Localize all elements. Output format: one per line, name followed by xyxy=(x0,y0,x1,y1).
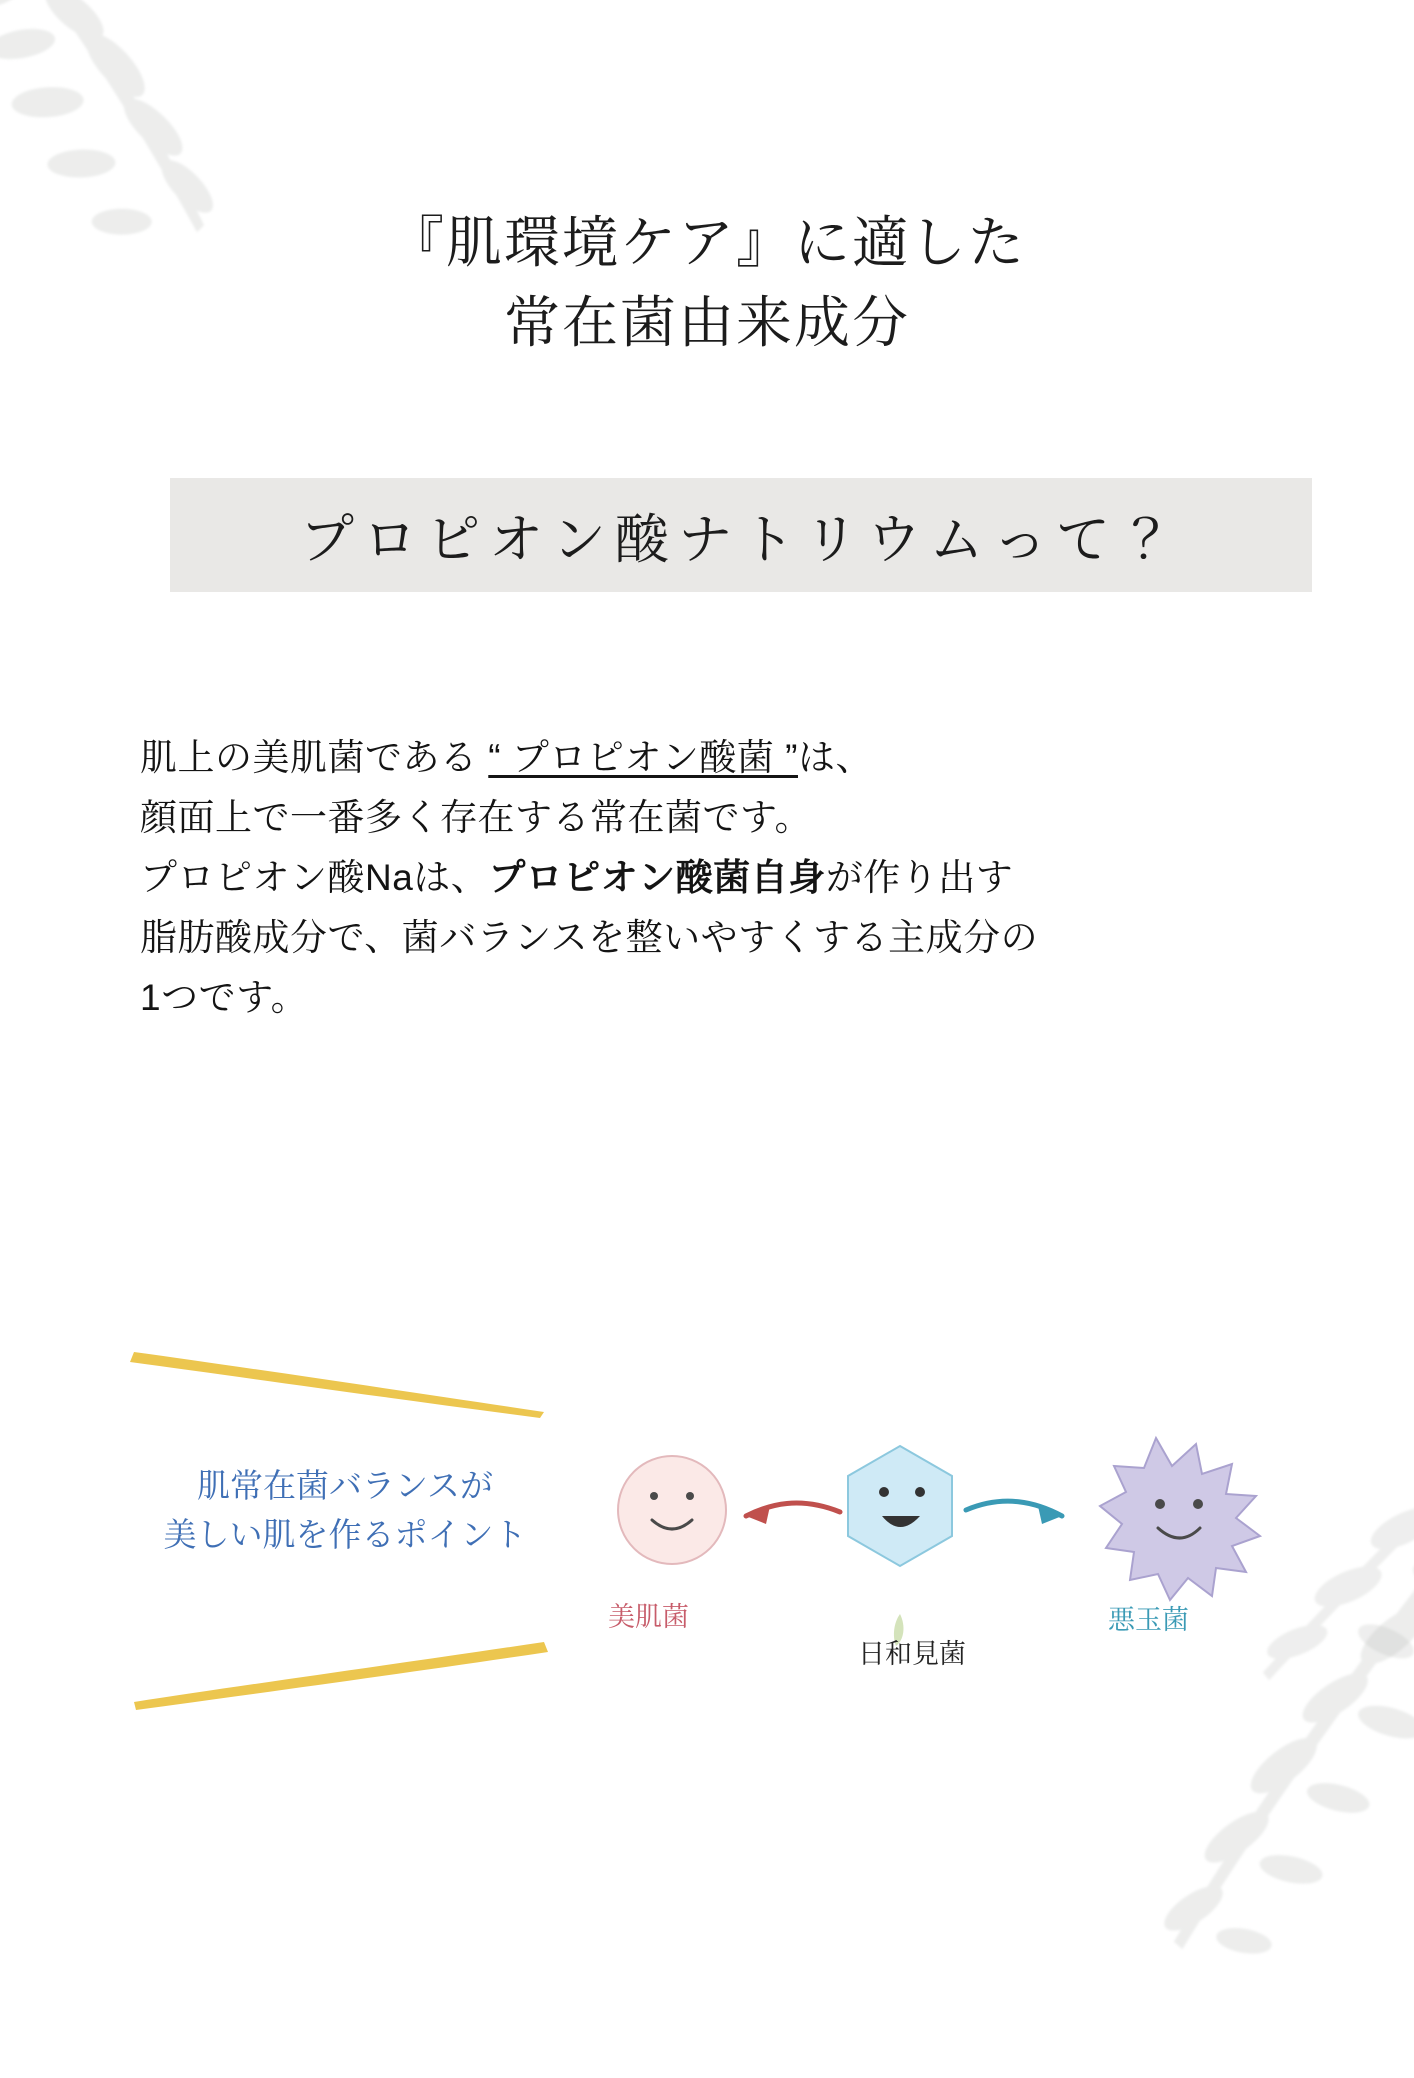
good-bacteria-label: 美肌菌 xyxy=(608,1602,689,1632)
body-line-3 xyxy=(140,848,1300,908)
body-line-1-part-a: 肌上の美肌菌である xyxy=(140,737,489,778)
neutral-bacteria-icon xyxy=(848,1446,952,1566)
left-caption-line-1: 肌常在菌バランスが xyxy=(196,1467,493,1504)
arrow-to-bad-bacteria-icon xyxy=(966,1501,1062,1524)
neutral-bacteria-label: 日和見菌 xyxy=(858,1639,966,1669)
bad-bacteria-label: 悪玉菌 xyxy=(1108,1605,1189,1635)
left-caption xyxy=(130,1462,560,1560)
bad-bacteria-icon xyxy=(1100,1438,1260,1600)
good-bacteria-icon xyxy=(618,1456,726,1564)
body-line-3-part-b: が作り出す xyxy=(825,856,1014,898)
body-line-2: 顔面上で一番多く存在する常在菌です。 xyxy=(140,796,813,838)
body-line-1-underlined: “ プロピオン酸菌 ” xyxy=(488,737,798,778)
arrow-to-good-bacteria-icon xyxy=(746,1503,840,1524)
body-line-1-part-b: は、 xyxy=(797,737,873,778)
page-title-line-2: 常在菌由来成分 xyxy=(504,292,910,355)
body-line-3-strong: プロピオン酸菌自身 xyxy=(488,856,826,898)
body-line-4: 脂肪酸成分で、菌バランスを整いやすくする主成分の xyxy=(140,916,1039,958)
body-line-1 xyxy=(140,728,1300,788)
subtitle-text: プロピオン酸ナトリウムって？ xyxy=(300,509,1182,570)
body-copy xyxy=(140,728,1300,1028)
highlight-stroke-bottom xyxy=(130,1640,550,1710)
page-title xyxy=(0,205,1414,364)
body-line-5: 1つです。 xyxy=(140,976,309,1018)
bacteria-balance-diagram xyxy=(600,1400,1300,1680)
page-title-line-1: 『肌環境ケア』に適した xyxy=(388,213,1026,275)
left-caption-line-2: 美しい肌を作るポイント xyxy=(163,1515,527,1553)
body-line-3-part-a: プロピオン酸Naは、 xyxy=(140,856,489,898)
highlight-stroke-top xyxy=(130,1348,550,1418)
